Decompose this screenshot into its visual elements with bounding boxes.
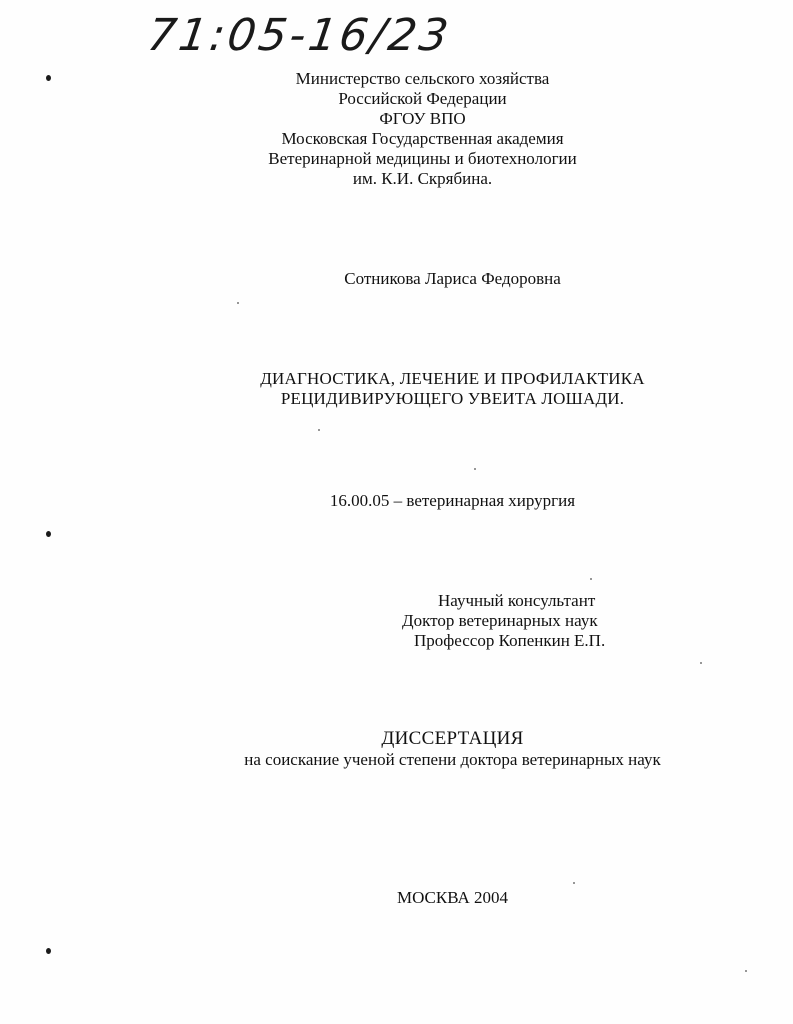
scan-punch-mark [46, 531, 51, 537]
institution-line-2: Российской Федерации [338, 89, 507, 108]
city-year: МОСКВА 2004 [396, 888, 509, 907]
dissertation-heading: ДИССЕРТАЦИЯ [381, 728, 524, 749]
institution-line-6: им. К.И. Скрябина. [352, 169, 493, 188]
scientific-consultant-block [398, 591, 605, 651]
scan-punch-mark [46, 75, 51, 81]
consultant-line-3: Профессор Копенкин Е.П. [414, 631, 606, 650]
consultant-line-1: Научный консультант [438, 591, 596, 610]
scan-punch-mark [46, 948, 51, 954]
scan-speck [745, 970, 747, 972]
dissertation-subtitle: на соискание ученой степени доктора ветеринарных наук [244, 750, 661, 769]
scan-speck [474, 468, 476, 470]
scan-speck [318, 429, 320, 431]
consultant-line-2: Доктор ветеринарных наук [402, 611, 598, 630]
scan-speck [573, 882, 575, 884]
specialty-code: 16.00.05 – ветеринарная хирургия [329, 491, 576, 510]
institution-block [0, 69, 793, 189]
scan-speck [590, 578, 592, 580]
thesis-title-line-2: РЕЦИДИВИРУЮЩЕГО УВЕИТА ЛОШАДИ. [280, 389, 625, 408]
institution-line-3: ФГОУ ВПО [379, 109, 466, 128]
institution-line-4: Московская Государственная академия [281, 129, 564, 148]
handwritten-catalog-code: 71:05-16/23 [144, 10, 455, 61]
institution-line-1: Министерство сельского хозяйства [295, 69, 550, 88]
scan-speck [237, 302, 239, 304]
thesis-title [0, 369, 793, 409]
author-name: Сотникова Лариса Федоровна [344, 269, 561, 288]
thesis-title-line-1: ДИАГНОСТИКА, ЛЕЧЕНИЕ И ПРОФИЛАКТИКА [260, 369, 645, 388]
institution-line-5: Ветеринарной медицины и биотехнологии [268, 149, 577, 168]
scan-speck [700, 662, 702, 664]
